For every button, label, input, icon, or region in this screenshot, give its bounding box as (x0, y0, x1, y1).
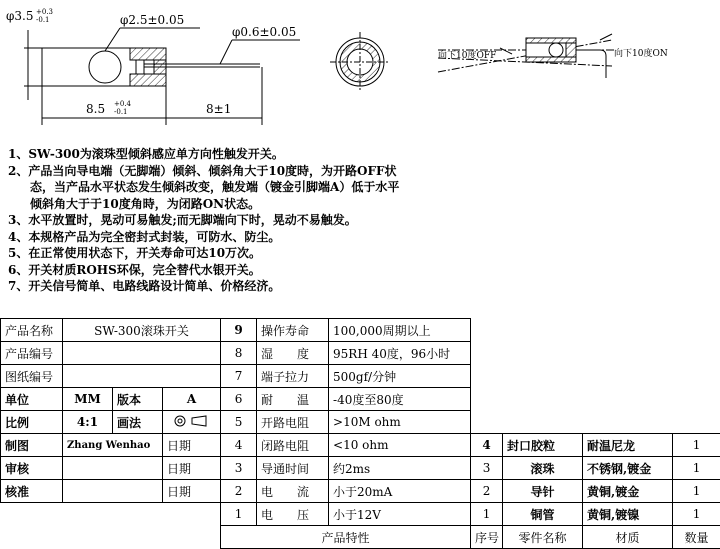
part-no: 1 (471, 503, 503, 526)
part-qty: 1 (673, 480, 720, 503)
char-no: 1 (221, 503, 257, 526)
part-qty: 1 (673, 457, 720, 480)
table-row (1, 388, 720, 411)
drawing-code-label: 图纸编号 (1, 365, 63, 388)
scale: 4:1 (63, 411, 113, 434)
note-5: 5、在正常使用状态下，开关寿命可达10万次。 (8, 245, 408, 262)
unit: MM (63, 388, 113, 411)
date-label: 日期 (163, 457, 221, 480)
part-name: 导针 (503, 480, 583, 503)
part-no: 2 (471, 480, 503, 503)
part-name: 封口胶粒 (503, 434, 583, 457)
version-label: 版本 (113, 388, 163, 411)
part-name: 滚珠 (503, 457, 583, 480)
footer-qty: 数量 (673, 526, 720, 549)
part-name: 铜管 (503, 503, 583, 526)
table-row (1, 342, 720, 365)
dim-body-tol-minus: -0.1 (114, 108, 128, 116)
projection-symbol (163, 411, 221, 434)
char-value: 小于20mA (329, 480, 471, 503)
char-name: 电 流 (257, 480, 329, 503)
product-name-label: 产品名称 (1, 319, 63, 342)
table-footer-row (1, 526, 720, 549)
date-label: 日期 (163, 434, 221, 457)
label-on: 向下10度ON (614, 47, 668, 59)
char-value: 100,000周期以上 (329, 319, 471, 342)
dim-lead-len: 8±1 (206, 102, 231, 116)
drawing-side-view (0, 0, 720, 140)
part-material: 黄铜,镀金 (583, 480, 673, 503)
product-code-label: 产品编号 (1, 342, 63, 365)
part-qty: 1 (673, 503, 720, 526)
dim-outer-tol-plus: +0.3 (36, 8, 53, 16)
char-no: 5 (221, 411, 257, 434)
scale-label: 比例 (1, 411, 63, 434)
part-material: 不锈钢,镀金 (583, 457, 673, 480)
projection-icon (172, 414, 212, 428)
reviewer (63, 457, 163, 480)
note-7: 7、开关信号简单、电路线路设计简单、价格经济。 (8, 278, 408, 295)
side-view-body (24, 28, 300, 125)
table-row (1, 319, 720, 342)
char-value: 500gf/分钟 (329, 365, 471, 388)
char-name: 湿 度 (257, 342, 329, 365)
part-material: 黄铜,镀镍 (583, 503, 673, 526)
char-name: 闭路电阻 (257, 434, 329, 457)
footer-characteristics: 产品特性 (221, 526, 471, 549)
notes (8, 146, 408, 295)
table-row (1, 434, 720, 457)
note-4: 4、本规格产品为完全密封式封装，可防水、防尘。 (8, 229, 408, 246)
product-name: SW-300滚珠开关 (63, 319, 221, 342)
footer-part-name: 零件名称 (503, 526, 583, 549)
char-value: -40度至80度 (329, 388, 471, 411)
char-no: 3 (221, 457, 257, 480)
table-row (1, 365, 720, 388)
part-material: 耐温尼龙 (583, 434, 673, 457)
char-no: 8 (221, 342, 257, 365)
dim-body-tol-plus: +0.4 (114, 100, 132, 108)
table-row (1, 480, 720, 503)
char-no: 9 (221, 319, 257, 342)
char-no: 2 (221, 480, 257, 503)
dim-outer-dia: φ3.5 (6, 9, 34, 23)
char-no: 6 (221, 388, 257, 411)
char-name: 开路电阻 (257, 411, 329, 434)
approve-label: 核准 (1, 480, 63, 503)
dim-body-len: 8.5 (86, 102, 105, 116)
table-row (1, 503, 720, 526)
version: A (163, 388, 221, 411)
drafter: Zhang Wenhao (63, 434, 163, 457)
char-value: >10M ohm (329, 411, 471, 434)
footer-seq: 序号 (471, 526, 503, 549)
dim-pin: φ0.6±0.05 (232, 25, 296, 39)
review-label: 审核 (1, 457, 63, 480)
char-value: 95RH 40度，96小时 (329, 342, 471, 365)
char-no: 7 (221, 365, 257, 388)
char-no: 4 (221, 434, 257, 457)
char-name: 导通时间 (257, 457, 329, 480)
char-value: 约2ms (329, 457, 471, 480)
table-row (1, 411, 720, 434)
dim-ball: φ2.5±0.05 (120, 13, 184, 27)
approver (63, 480, 163, 503)
spec-table (0, 318, 720, 549)
product-code (63, 342, 221, 365)
note-2: 2、产品当向导电端（无脚端）倾斜、倾斜角大于10度時，为开路OFF状态，当产品水平状态发生倾斜改变，触发端（镀金引脚端A）低于水平倾斜角大于于10度角時，为闭路ON状态。 (8, 163, 408, 213)
dim-outer-tol-minus: -0.1 (36, 16, 50, 24)
char-value: <10 ohm (329, 434, 471, 457)
char-value: 小于12V (329, 503, 471, 526)
label-off: 向下10度OFF (438, 49, 496, 61)
part-no: 4 (471, 434, 503, 457)
part-no: 3 (471, 457, 503, 480)
char-name: 电 压 (257, 503, 329, 526)
note-1: 1、SW-300为滚珠型倾斜感应单方向性触发开关。 (8, 146, 408, 163)
unit-label: 单位 (1, 388, 63, 411)
char-name: 端子拉力 (257, 365, 329, 388)
footer-material: 材质 (583, 526, 673, 549)
date-label: 日期 (163, 480, 221, 503)
part-qty: 1 (673, 434, 720, 457)
char-name: 耐 温 (257, 388, 329, 411)
drawing-code (63, 365, 221, 388)
note-3: 3、水平放置时，晃动可易触发;而无脚端向下时，晃动不易触发。 (8, 212, 408, 229)
method-label: 画法 (113, 411, 163, 434)
end-view (330, 32, 390, 92)
drafter-label: 制图 (1, 434, 63, 457)
note-6: 6、开关材质ROHS环保，完全替代水银开关。 (8, 262, 408, 279)
char-name: 操作寿命 (257, 319, 329, 342)
table-row (1, 457, 720, 480)
